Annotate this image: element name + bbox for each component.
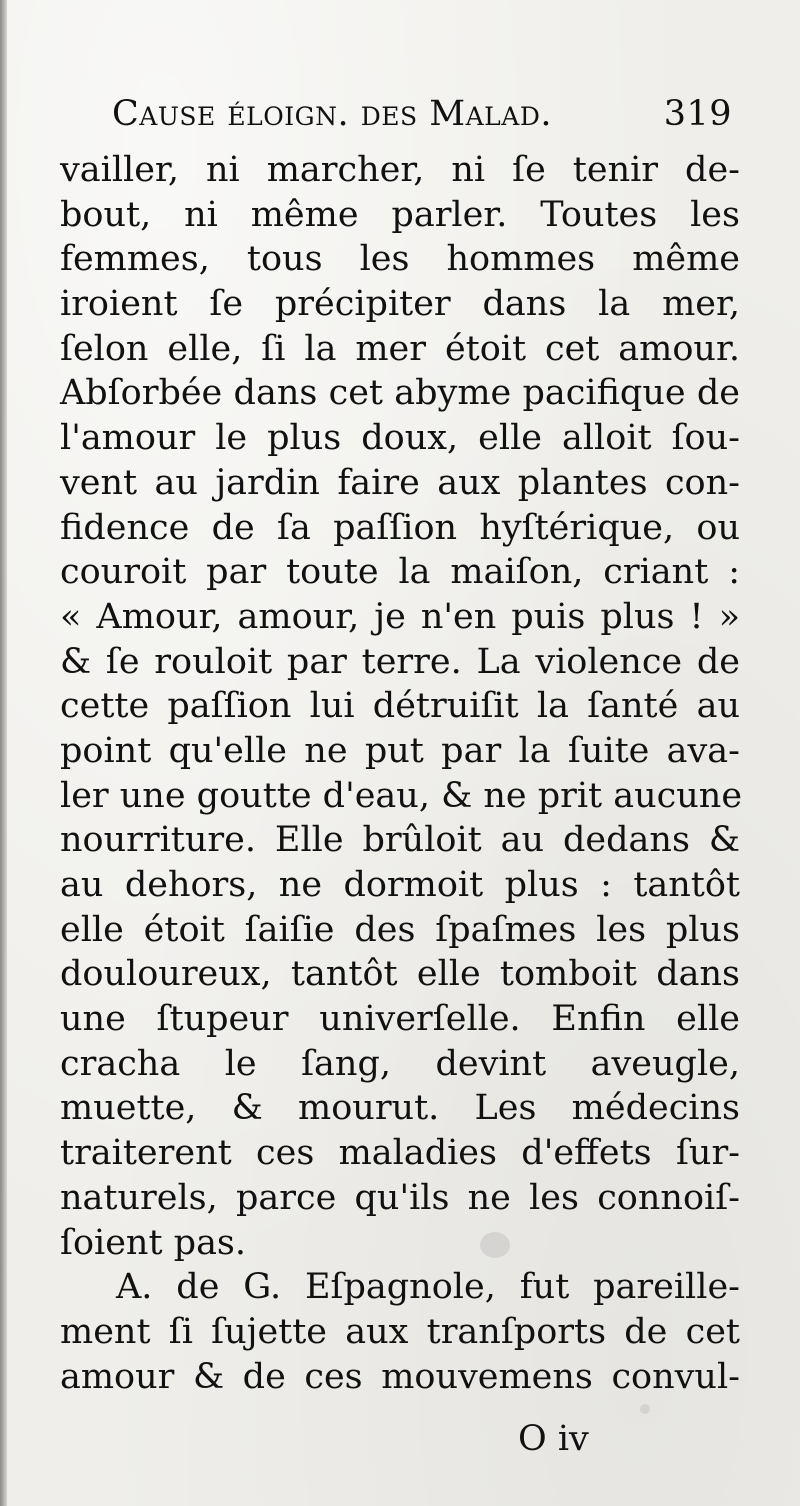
text-line: cracha le ſang, devint aveugle, (60, 1043, 740, 1084)
running-title: Cause éloign. des Malad. (112, 94, 552, 134)
text-line: naturels, parce qu'ils ne les connoiſ- (60, 1177, 740, 1218)
body-text (60, 148, 743, 1399)
text-line: vailler, ni marcher, ni ſe tenir de- (60, 150, 740, 190)
text-line: ler une goutte d'eau, & ne prit aucune (60, 775, 743, 816)
text-line: & ſe rouloit par terre. La violence de (60, 641, 740, 682)
text-line: iroient ſe précipiter dans la mer, (60, 284, 740, 325)
text-line: « Amour, amour, je n'en puis plus ! » (60, 596, 740, 637)
text-line: elle étoit ſaiſie des ſpaſmes les plus (60, 909, 740, 950)
text-line: bout, ni même parler. Toutes les (60, 194, 740, 235)
text-line: traiterent ces maladies d'effets ſur- (60, 1133, 740, 1174)
text-line: douloureux, tantôt elle tomboit dans (60, 954, 740, 995)
text-line: une ſtupeur univerſelle. Enfin elle (60, 999, 740, 1040)
text-line: muette, & mourut. Les médecins (60, 1088, 740, 1129)
text-line: Abſorbée dans cet abyme pacifique de (60, 373, 740, 414)
text-line: fidence de ſa paſſion hyſtérique, ou (60, 507, 740, 548)
page-number: 319 (663, 94, 732, 134)
text-line: nourriture. Elle brûloit au dedans & (60, 820, 740, 861)
text-line: femmes, tous les hommes même (60, 239, 740, 280)
text-line: au dehors, ne dormoit plus : tantôt (60, 865, 740, 905)
text-line: point qu'elle ne put par la ſuite ava- (60, 730, 740, 771)
text-line: l'amour le plus doux, elle alloit ſou- (60, 418, 740, 459)
page-edge-shadow (0, 0, 7, 1506)
text-line: ment ſi ſujette aux tranſports de cet (60, 1311, 740, 1352)
text-line-paragraph-start: A. de G. Eſpagnole, fut pareille- (116, 1267, 740, 1308)
running-head (112, 94, 732, 142)
paper-spot (480, 1232, 510, 1258)
text-line: amour & de ces mouvemens convul- (60, 1356, 740, 1397)
text-line: vent au jardin faire aux plantes con- (60, 462, 740, 503)
paper-spot (640, 1404, 650, 1414)
signature-mark: O iv (518, 1419, 589, 1459)
text-line: cette paſſion lui détruiſit la ſanté au (60, 686, 740, 727)
text-line: ſelon elle, ſi la mer étoit cet amour. (60, 328, 740, 369)
text-line: ſoient pas. (60, 1222, 247, 1263)
text-line: couroit par toute la maiſon, criant : (60, 552, 740, 593)
